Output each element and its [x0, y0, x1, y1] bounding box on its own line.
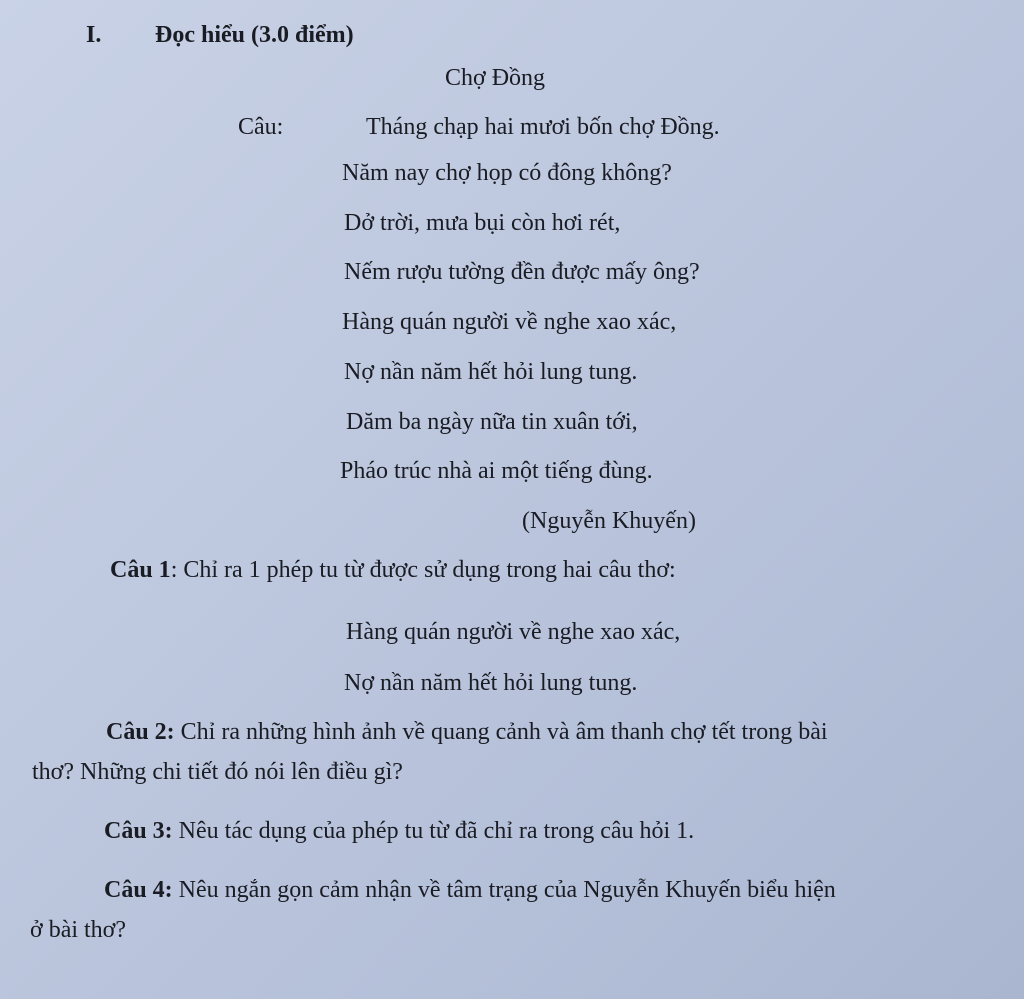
section-number: I. [86, 22, 102, 48]
quote-line: Hàng quán người về nghe xao xác, [346, 619, 681, 645]
poem-line: Năm nay chợ họp có đông không? [342, 160, 672, 186]
poem-label: Câu: [238, 114, 284, 140]
quote-line: Nợ nần năm hết hỏi lung tung. [344, 670, 638, 696]
poem-line: Hàng quán người về nghe xao xác, [342, 309, 677, 335]
question-4-continuation: ở bài thơ? [30, 917, 127, 943]
poem-line: Tháng chạp hai mươi bốn chợ Đồng. [366, 114, 720, 140]
question-2-text: Chỉ ra những hình ảnh về quang cảnh và âm thanh chợ tết trong bài [174, 719, 828, 745]
question-2-label: Câu 2: [106, 719, 175, 745]
poem-line: Dở trời, mưa bụi còn hơi rét, [344, 210, 621, 236]
poem-line: Nếm rượu tường đền được mấy ông? [344, 259, 700, 285]
question-2-continuation: thơ? Những chi tiết đó nói lên điều gì? [32, 759, 403, 785]
section-title: Đọc hiểu (3.0 điểm) [155, 22, 354, 48]
question-4 [104, 875, 836, 905]
question-3-text: Nêu tác dụng của phép tu từ đã chỉ ra trong câu hỏi 1. [172, 818, 695, 844]
question-1 [110, 555, 676, 585]
poem-line: Pháo trúc nhà ai một tiếng đùng. [340, 458, 653, 484]
question-3-label: Câu 3: [104, 818, 173, 844]
poem-line: Dăm ba ngày nữa tin xuân tới, [346, 409, 638, 435]
poem-author: (Nguyễn Khuyến) [522, 508, 696, 534]
question-3 [104, 816, 694, 846]
question-1-label: Câu 1 [110, 557, 171, 583]
question-1-text: : Chỉ ra 1 phép tu từ được sử dụng trong hai câu thơ: [170, 557, 676, 583]
poem-line: Nợ nần năm hết hỏi lung tung. [344, 359, 638, 385]
question-4-text: Nêu ngắn gọn cảm nhận về tâm trạng của Nguyễn Khuyến biểu hiện [172, 877, 836, 903]
poem-title: Chợ Đồng [445, 65, 546, 91]
question-4-label: Câu 4: [104, 877, 173, 903]
question-2 [106, 717, 828, 747]
